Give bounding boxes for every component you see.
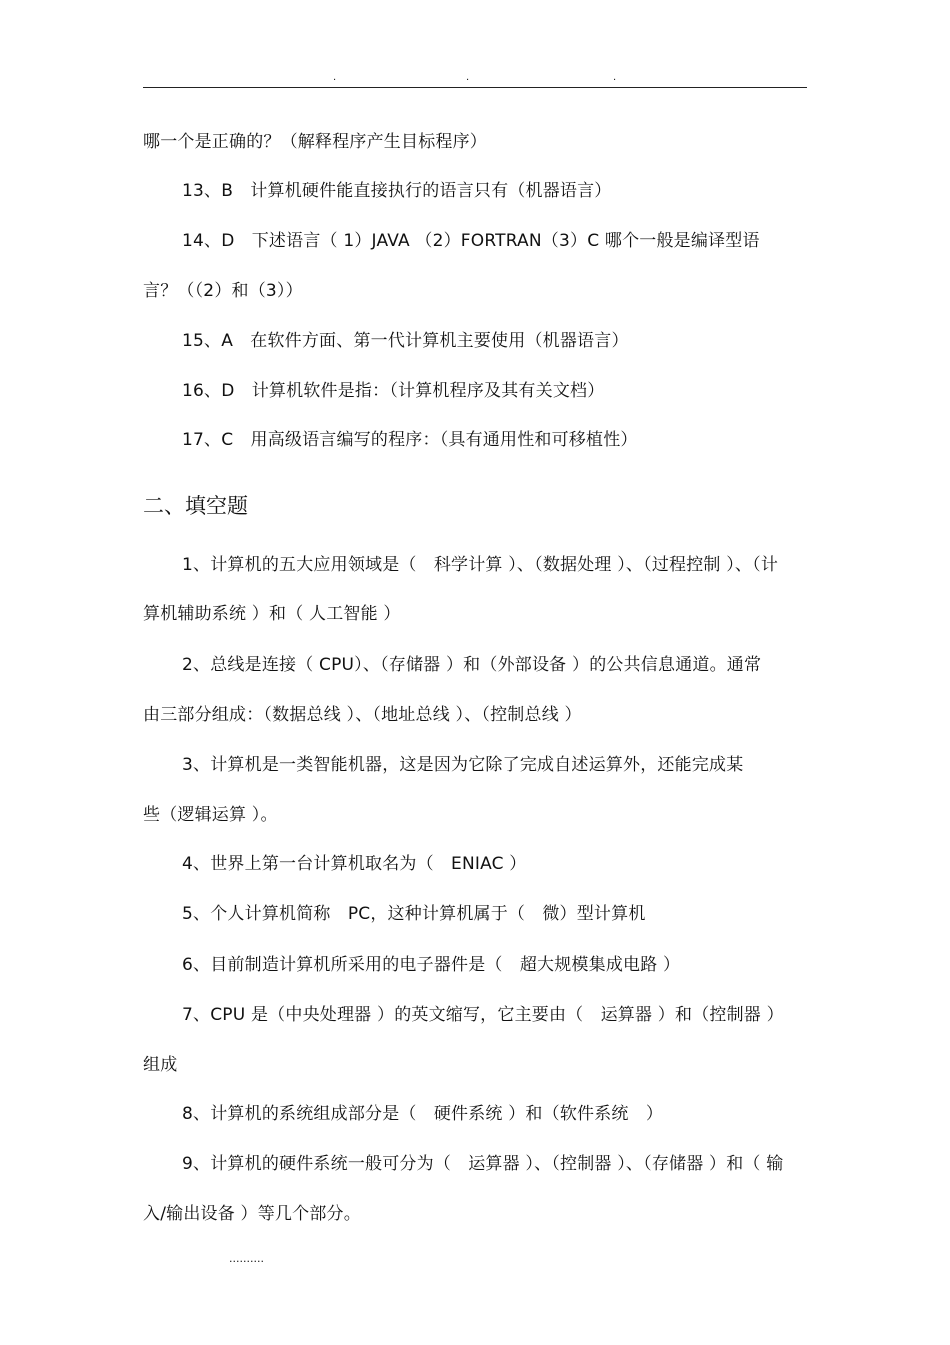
header-dot: . — [613, 72, 617, 83]
fill-in-item: 4、世界上第一台计算机取名为（ ENIAC ） — [182, 854, 527, 874]
fill-in-item-continuation: 入/输出设备 ）等几个部分。 — [143, 1204, 361, 1224]
fill-in-item: 7、CPU 是（中央处理器 ）的英文缩写，它主要由（ 运算器 ）和（控制器 ） — [182, 1005, 784, 1025]
answer-line: 17、C 用高级语言编写的程序：（具有通用性和可移植性） — [182, 430, 638, 450]
header-dots — [0, 72, 950, 84]
fill-in-item: 1、计算机的五大应用领域是（ 科学计算 ）、（数据处理 ）、（过程控制 ）、（计 — [182, 555, 779, 575]
fill-in-item-continuation: 算机辅助系统 ）和（ 人工智能 ） — [143, 604, 401, 624]
header-dot: . — [466, 72, 470, 83]
fill-in-item-continuation: 组成 — [143, 1055, 178, 1075]
answer-line: 14、D 下述语言（ 1）JAVA （2）FORTRAN（3）C 哪个一般是编译型语 — [182, 231, 760, 251]
section-heading: 二、填空题 — [143, 494, 248, 518]
question-continuation: 哪一个是正确的？（解释程序产生目标程序） — [143, 132, 487, 152]
fill-in-item: 9、计算机的硬件系统一般可分为（ 运算器 ）、（控制器 ）、（存储器 ）和（ 输 — [182, 1154, 784, 1174]
fill-in-item: 2、总线是连接（ CPU）、（存储器 ）和（外部设备 ）的公共信息通道。通常 — [182, 655, 762, 675]
answer-line: 15、A 在软件方面、第一代计算机主要使用（机器语言） — [182, 331, 629, 351]
answer-line: 16、D 计算机软件是指：（计算机程序及其有关文档） — [182, 381, 605, 401]
answer-line: 13、B 计算机硬件能直接执行的语言只有（机器语言） — [182, 181, 612, 201]
fill-in-item-continuation: 些（逻辑运算 ）。 — [143, 805, 278, 825]
answer-line-continuation: 言？（（2）和（3）） — [143, 281, 303, 301]
fill-in-item: 5、个人计算机简称 PC，这种计算机属于（ 微）型计算机 — [182, 904, 646, 924]
header-rule — [143, 87, 807, 88]
fill-in-item: 6、目前制造计算机所采用的电子器件是（ 超大规模集成电路 ） — [182, 955, 681, 975]
fill-in-item: 8、计算机的系统组成部分是（ 硬件系统 ）和（软件系统 ） — [182, 1104, 664, 1124]
fill-in-item: 3、计算机是一类智能机器，这是因为它除了完成自述运算外，还能完成某 — [182, 755, 744, 775]
header-dot: . — [333, 72, 337, 83]
footer-dots: .......... — [229, 1252, 264, 1265]
fill-in-item-continuation: 由三部分组成：（数据总线 ）、（地址总线 ）、（控制总线 ） — [143, 705, 582, 725]
